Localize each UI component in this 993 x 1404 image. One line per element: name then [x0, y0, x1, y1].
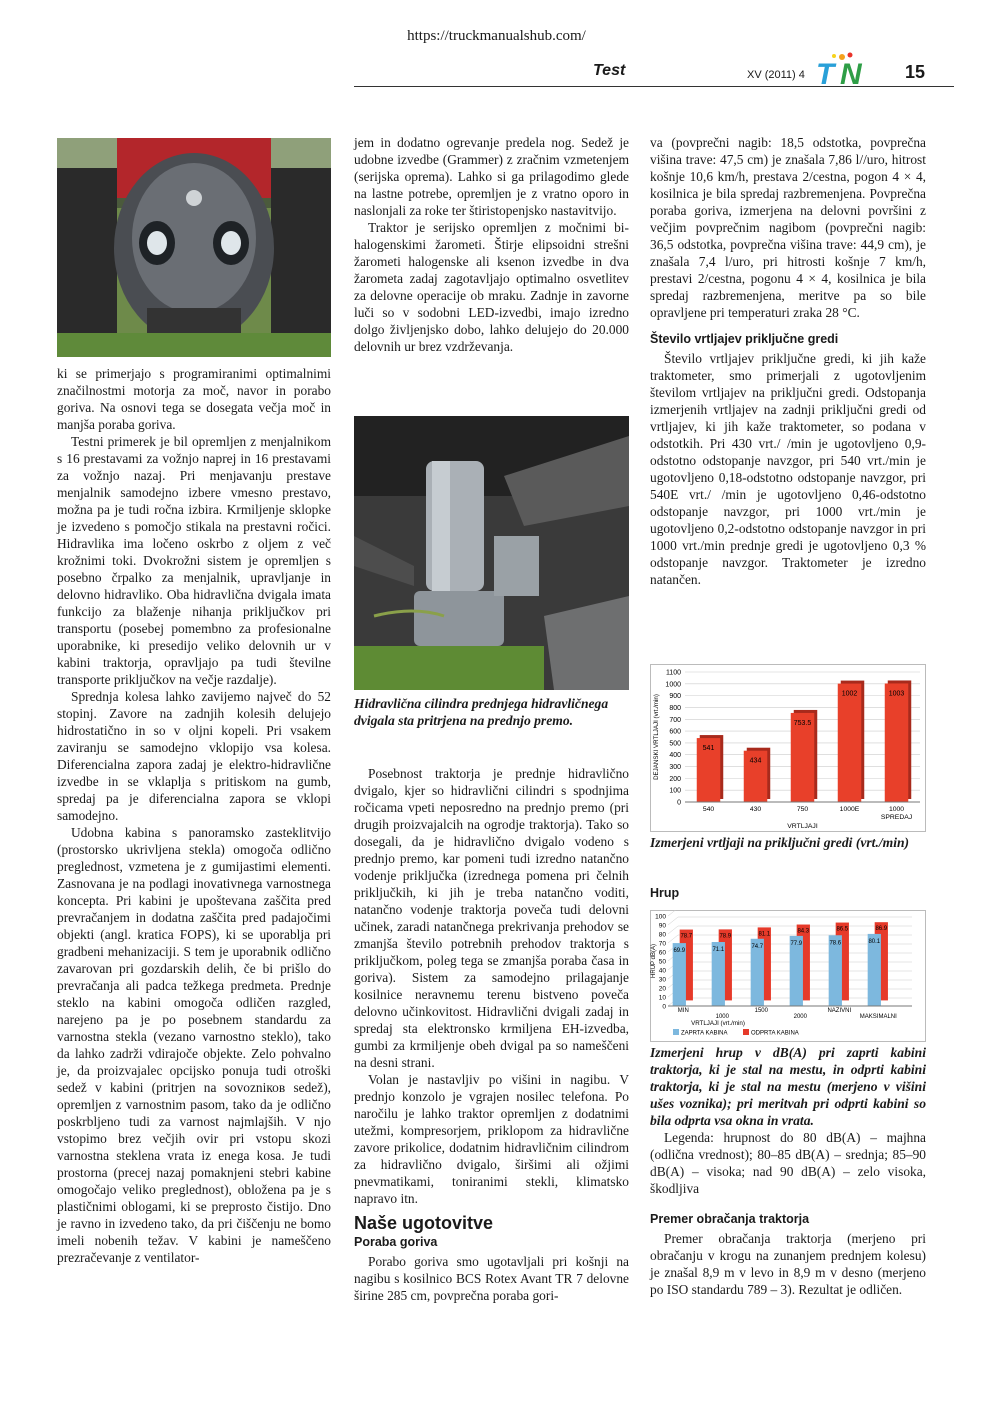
column-3-bottom — [650, 1044, 926, 1298]
col1-paragraph: Testni primerek je bil opremljen z menjalnikom s 16 prestavami za vožnjo naprej in 16 prestavami za vožnjo nazaj. Pri menjavanju prestave menjalnik samodejno izbere vmesno prestavo, možna pa je tudi ročna izbira. Krmiljenje sklopke je izvedeno s pomočjo stikala na prestavni ročici. Hidravlika ima ločeno oskrbo z oljem z več krožnimi toki. Dvokrožni sistem je opremljen s posebno črpalko za menjalnik, upravljanje in delovno hidravliko. Oba hidravlična dvigala imata funkcijo za blaženje nihanja priključkov pri transportu (posebej pomembno za profesionalne uporabnike, ki presedijo veliko delovnih ur v kabini traktorja, opravljajo pa tudi številne transporte priključkov na večje razdalje). — [57, 434, 331, 687]
data-label: 1002 — [841, 690, 858, 698]
chart-frame — [651, 665, 926, 832]
data-label: 753.5 — [793, 719, 812, 727]
bar — [885, 683, 909, 802]
y-tick-label: 90 — [658, 922, 666, 930]
legend-label: ODPRTA KABINA — [751, 1030, 799, 1037]
x-tick-label: 1000 — [715, 1014, 729, 1020]
legend-label: ZAPRTA KABINA — [681, 1030, 728, 1037]
x-tick-label: 1500 — [754, 1008, 768, 1014]
column-3-top — [650, 134, 926, 588]
chart2-caption: Izmerjeni hrup v dB(A) pri zaprti kabini traktorja, ki je stal na mestu, in odprti kabini traktorja, ki je stal na mestu (merjeno v višini ušes voznika); pri meritvah pri odprti kabini so bila odprta vsa okna in vrata. — [650, 1045, 926, 1128]
svg-text:N: N — [840, 58, 862, 86]
y-tick-label: 60 — [658, 949, 666, 957]
y-tick-label: 1000 — [665, 681, 681, 689]
legenda-paragraph: Legenda: hrupnost do 80 dB(A) – majhna (odlična vrednost); 80–85 dB(A) – srednja; 85–90 dB(A) – visoka; nad 90 dB(A) – zelo visoka, škodljiva — [650, 1130, 926, 1196]
col3-paragraph: va (povprečni nagib: 18,5 odstotka, povprečna višina trave: 47,5 cm) je znašala 7,86 l//uro, hitrost košnje 10,6 km/h, prestava 2/cestna, pogon 4 × 4, kosilnica je bila spredaj razbremenjena. Povprečna poraba goriva, izmerjena na delovni površini z večjim povprečnim nagibom (povprečni nagib: 36,5 odstotka, povprečna višina trave: 44,9 cm), je znašala 7,4 l/uro, pri hitrosti košnje 7 km/h, prestavi 2/cestna, pogonu 4 × 4, kosilnica je bila spredaj razbremenjena, meritve pa so bile opravljene pri temperaturi zraka 28 °C. — [650, 135, 926, 320]
data-label-closed: 80.1 — [868, 938, 881, 945]
header-rule — [354, 86, 954, 87]
y-tick-label: 200 — [669, 775, 681, 783]
col2-paragraph: Traktor je serijsko opremljen z močnimi bi-halogenskimi žarometi. Štirje elipsoidni strešni žarometi halogenske ali ksenon izvedbe in dva žarometa zadaj zagotavljajo optimalno osvetlitev za delovne operacije ob mraku. Zadnje in zavorne luči so v sodobni LED-izvedbi, imajo izredno dolgo življenjsko dobo, lahko delujejo do 20.000 delovnih ur brez vzdrževanja. — [354, 220, 629, 354]
subheading-poraba: Poraba goriva — [354, 1235, 438, 1249]
x-axis-label: VRTLJAJI — [787, 823, 818, 830]
x-tick-label: 430 — [749, 806, 762, 813]
svg-text:T: T — [816, 58, 835, 86]
y-tick-label: 1100 — [665, 669, 681, 677]
vrtljaji-paragraph: Število vrtljajev priključne gredi, ki jih kaže traktometer, smo primerjali z ugotovljenim številom vrtljajev na priključni gredi. Odstopanja izmerjenih vrtljajev na zadnji priključni gredi od vrtljajev, ki jih kaže traktometer, so podana v odstotkih. Pri 430 vrt./ /min je ugotovljeno 0,9-odstotno odstopanje navzgor, pri 540 vrt./min je ugotovljeno 0,18-odstotno odstopanje navzgor, pri 540E vrt./ /min je ugotovljeno 0,46-odstotno odstopanje navzgor, pri 1000 vrt./min je ugotovljeno 0,2-odstotno odstopanje navzgor in pri 1000 vrt./min prednje gredi je ugotovljeno 0,3 % odstopanje navzgor. Traktometer je izredno natančen. — [650, 351, 926, 587]
y-axis-label: HRUP dB(A) — [651, 944, 657, 978]
data-label-closed: 78.6 — [829, 940, 842, 947]
data-label-open: 86.9 — [875, 926, 888, 933]
photo2-caption: Hidravlična cilindra prednjega hidravličnega dvigala sta pritrjena na prednjo premo. — [354, 696, 609, 728]
legend-swatch — [743, 1029, 749, 1035]
col2b-paragraph: Volan je nastavljiv po višini in nagibu. V prednjo konzolo je vgrajen nosilec telefona. Po naročilu je lahko traktor opremljen z dodatnimi utežmi, kompresorjem, priklopom za hidravlične zavore prikolice, dodatnim hidravličnim cilindrom za hidravlično dvigalo, širšimi ali ožjimi pnevmatikami, toniranimi stekli, klimatsko napravo itn. — [354, 1072, 629, 1206]
y-tick-label: 900 — [669, 693, 681, 701]
data-label-open: 78.9 — [719, 933, 732, 940]
noise-chart — [650, 910, 926, 1042]
page-number: 15 — [905, 62, 926, 82]
col1-paragraph: ki se primerjajo s programiranimi optimalnimi značilnostmi motorja za moč, navor in porabo goriva. Na osnovi tega se dosegata večja moč in manjša poraba goriva. — [57, 366, 331, 432]
x-tick-label: SPREDAJ — [880, 814, 913, 821]
x-tick-label: NAZIVNI — [827, 1008, 852, 1014]
y-tick-label: 500 — [669, 740, 681, 748]
data-label: 434 — [749, 757, 762, 765]
column-1 — [57, 365, 331, 1266]
y-tick-label: 300 — [669, 764, 681, 772]
col1-paragraph: Udobna kabina s panoramsko zasteklitvijo (prostorsko ukrivljena stekla) omogoča odlično preglednost, vzmetena je z gumijastimi elementi. Zasnovana je na podlagi inovativnega varnostnega koncepta. Pri kabini je upoštevana zaščita pred prevračanjem in dodatna zaščita pred padajočimi objekti (angl. kratica FOPS), ki se uporablja pri gradbeni mehanizaciji. S tem je uporabnik odlično zavarovan pri gozdarskih delih, če bi prišlo do prevračanja ali padca težkega predmeta. Prednje steklo na kabini omogoča odličen razgled, narejeno pa je po posebnem standardu za varnostna stekla (vezano varnostno steklo), tako da lahko zadrži vdirajoče objekte. Zelo pohvalno je, da proizvajalec opcijsko ponuja tudi otroški sedež v kabini (pritrjen na sovozniков sedež), opremljen z varnostnim pasom, tako da je odlično poskrbljeno tudi za varnost najmlajših. V njo vstopimo brez večjih ovir pri vstopu skozi varnostna steklena vrata iz enega kosa. Je tudi prostorna (precej nazaj pomaknjeni stebri kabine omogočajo veliko preglednost), obložena pa je s plastičnimi oblogami, ki se preprosto čistijo. Dno je ravno in izvedeno tako, da pri čiščenju ne bomo imeli nobenih težav. V kabini je nameščeno prezračevanje z ventilator- — [57, 825, 331, 1265]
poraba-paragraph: Porabo goriva smo ugotavljali pri košnji na nagibu s kosilnico BCS Rotex Avant TR 7 delovne širine 285 cm, povprečna poraba gori- — [354, 1254, 629, 1303]
data-label-closed: 71.1 — [712, 947, 725, 954]
x-tick-label: 1000E — [839, 806, 860, 813]
column-2-bottom — [354, 765, 629, 1304]
issue-label: XV (2011) 4 — [747, 69, 805, 81]
y-tick-label: 80 — [658, 931, 666, 939]
y-tick-label: 50 — [658, 958, 666, 966]
section-heading: Naše ugotovitve — [354, 1213, 494, 1233]
y-tick-label: 800 — [669, 704, 681, 712]
subheading-vrtljaji: Število vrtljajev priključne gredi — [650, 332, 839, 346]
x-tick-label: 1000 — [888, 806, 905, 813]
bar — [838, 684, 862, 802]
y-tick-label: 40 — [658, 967, 666, 975]
x-tick-label: 750 — [796, 806, 809, 813]
y-tick-label: 100 — [655, 913, 666, 921]
data-label-open: 81.1 — [758, 931, 771, 938]
x-tick-label: MIN — [677, 1008, 689, 1014]
y-tick-label: 400 — [669, 752, 681, 760]
obracanje-paragraph: Premer obračanja traktorja (merjeno pri obračanju v krogu na zunanjem prednjem kolesu) je znašal 8,9 m v levo in 8,9 m v desno (merjeno po ISO standardu 789 – 3). Rezultat je odličen. — [650, 1231, 926, 1297]
y-axis-label: DEJANSKI VRTLJAJI (vrt./min) — [653, 694, 660, 780]
x-axis-label: VRTLJAJI (vrt./min) — [691, 1020, 745, 1027]
column-2-top — [354, 134, 629, 355]
x-tick-label: MAKSIMALNI — [859, 1014, 897, 1020]
pto-rpm-chart — [650, 664, 926, 832]
data-label-closed: 77.9 — [790, 940, 803, 947]
data-label-open: 86.5 — [836, 926, 849, 933]
tractor-front-photo — [57, 138, 331, 357]
data-label-closed: 74.7 — [751, 943, 764, 950]
y-tick-label: 70 — [658, 940, 666, 948]
x-tick-label: 540 — [702, 806, 715, 813]
col2-paragraph: jem in dodatno ogrevanje predela nog. Sedež je udobne izvedbe (Grammer) z zračnim vzmetenjem (serijska oprema). Lahko si ga prilagodimo glede na lastne potrebe, opremljen je z vratno oporo in naslonjali za roke ter štiristopenjsko nastavitvijo. — [354, 135, 629, 218]
y-tick-label: 20 — [658, 985, 666, 993]
magazine-logo — [812, 50, 870, 86]
data-label: 1003 — [888, 690, 905, 698]
data-label: 541 — [702, 745, 715, 753]
y-tick-label: 10 — [658, 994, 666, 1002]
x-tick-label: 2000 — [793, 1014, 807, 1020]
data-label-open: 78.7 — [680, 933, 693, 940]
y-tick-label: 0 — [677, 799, 681, 807]
col1-paragraph: Sprednja kolesa lahko zavijemo največ do 52 stopinj. Zavore na zadnjih kolesih delujejo hidrostatično in so v oljni kopeli. Pri vsakem zaviranju se samodejno vklopijo vsa kolesa. Diferencialna zapora zadaj je elektro-hidravlične izvedbe in se vklaplja s pritiskom na gumb, spredaj pa je diferencialna zapora se vklopi samodejno. — [57, 689, 331, 823]
data-label-open: 84.3 — [797, 928, 810, 935]
y-tick-label: 700 — [669, 716, 681, 724]
subheading-obracanje: Premer obračanja traktorja — [650, 1212, 810, 1226]
y-tick-label: 600 — [669, 728, 681, 736]
hrup-heading: Hrup — [650, 886, 680, 900]
col2b-paragraph: Posebnost traktorja je prednje hidravlično dvigalo, kjer so hidravlični cilindri s spodnjima ročicama vpeti neposredno na prednjo premo (pri drugih proizvajalcih na ogrodje traktorja). Tako so dosegali, da je hidravlično dvigalo vodeno s prednjo premo, kar pomeni tudi izredno natančno vodenje priključka (izrednega pomena pri čelnih priključkih, ki jih je treba natančno voditi, natančno vodenje traktorja poveča tudi delovni učinek, zaradi natančnega prekrivanja prehodov se zmanjša število potrebnih prehodov traktorja s priključkom, poleg tega se zmanjša poraba časa in goriva). Sistem za samodejno prilagajanje kosilnice neravnemu terenu bistveno poveča delovno učinkovitost. Hidravlični dvigali zadaj in spredaj sta elektronsko krmiljena EH-izvedba, gumbi za krmiljenje obeh dvigal pa so nameščeni na desni strani. — [354, 766, 629, 1070]
hydraulic-cylinder-photo — [354, 416, 629, 690]
chart1-caption: Izmerjeni vrtljaji na priključni gredi (vrt./min) — [650, 835, 910, 850]
y-tick-label: 0 — [662, 1003, 666, 1011]
y-tick-label: 100 — [669, 787, 681, 795]
y-tick-label: 30 — [658, 976, 666, 984]
legend-swatch — [673, 1029, 679, 1035]
data-label-closed: 69.9 — [673, 948, 686, 955]
source-url[interactable]: https://truckmanualshub.com/ — [407, 28, 586, 44]
section-label: Test — [593, 62, 626, 79]
